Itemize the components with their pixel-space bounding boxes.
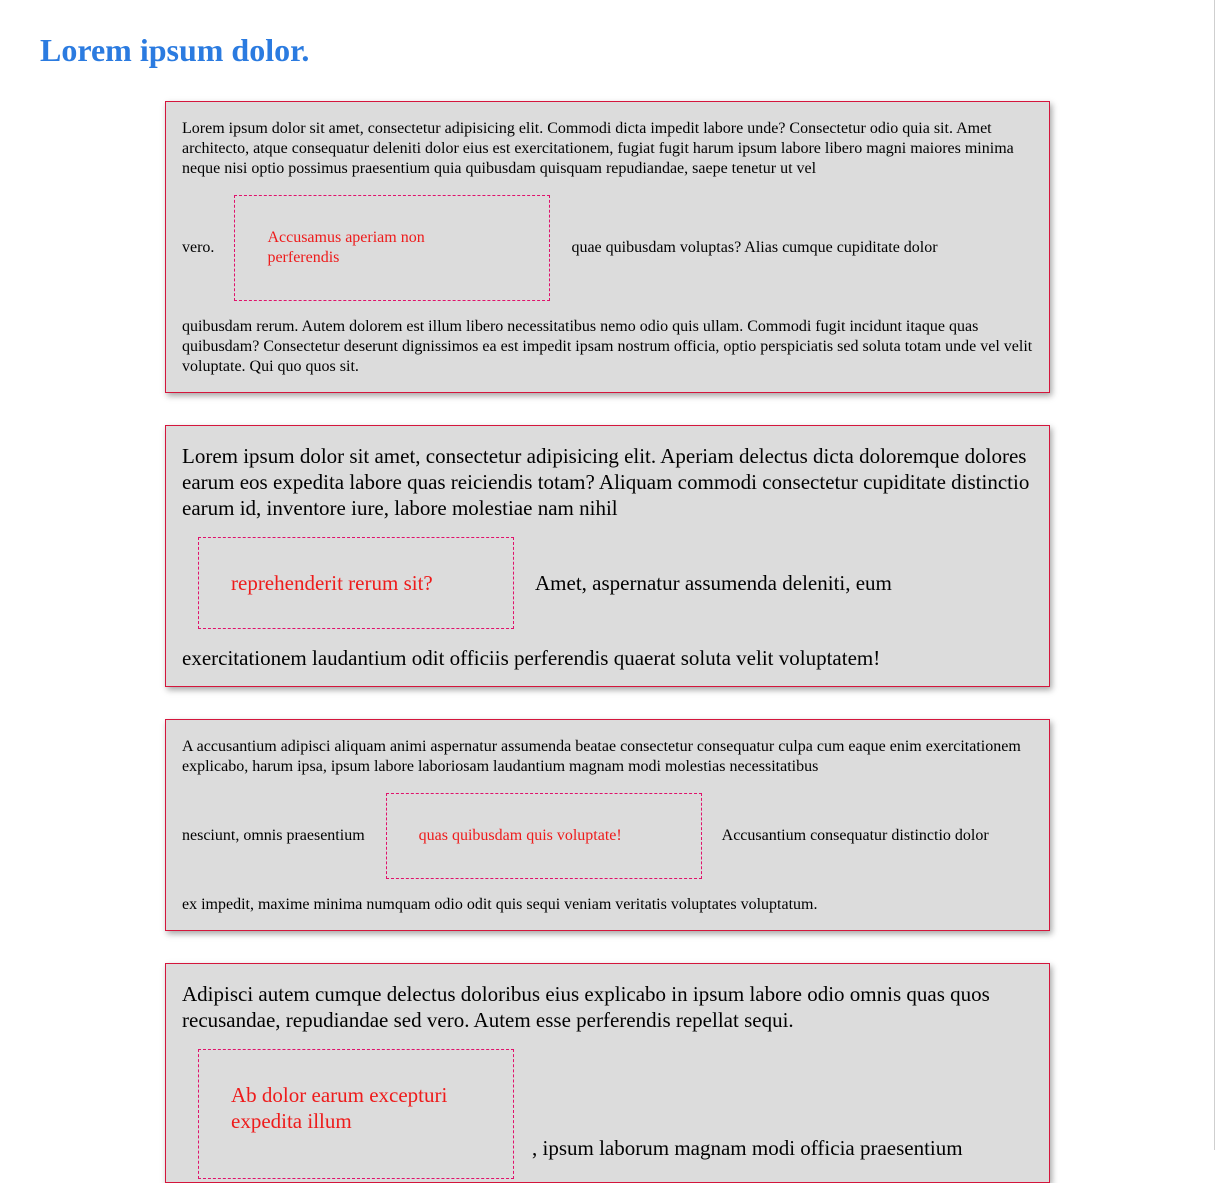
paragraph-after: ex impedit, maxime minima numquam odio odit quis sequi veniam veritatis voluptates voluptatum. xyxy=(182,896,818,913)
paragraph-after: exercitationem laudantium odit officiis perferendis quaerat soluta velit voluptatem! xyxy=(182,646,881,670)
paragraph-trail: , ipsum laborum magnam modi officia praesentium xyxy=(532,1136,963,1160)
paragraph-after: quibusdam rerum. Autem dolorem est illum libero necessitatibus nemo odio quis ullam. Commodi fugit incidunt itaque quas quibusdam? Consectetur deserunt dignissimos ea est impedit ipsam nostrum officia, optio perspiciatis sed soluta totam unde vel velit voluptate. Qui quo quos sit. xyxy=(182,318,1033,375)
inline-highlight-text: Accusamus aperiam non perferendis xyxy=(267,229,425,266)
paragraph-trail: Amet, aspernatur assumenda deleniti, eum xyxy=(535,571,892,595)
content-box-1 xyxy=(165,101,1050,393)
content-box-3 xyxy=(165,719,1050,931)
content-box-2 xyxy=(165,425,1050,687)
window-edge-rule xyxy=(1214,0,1215,1150)
inline-highlight-text: quas quibusdam quis voluptate! xyxy=(418,827,622,844)
paragraph-before: A accusantium adipisci aliquam animi aspernatur assumenda beatae consectetur consequatur culpa cum eaque enim exercitationem explicabo, harum ipsa, ipsum labore laboriosam laudantium magnam modi molestias necessitatibus xyxy=(182,738,1021,775)
inline-line xyxy=(182,1049,1033,1179)
inline-highlight-box xyxy=(386,793,702,879)
inline-line xyxy=(182,195,1033,301)
inline-highlight-box xyxy=(198,1049,514,1179)
paragraph-before: Adipisci autem cumque delectus doloribus eius explicabo in ipsum labore odio omnis quas quos recusandae, repudiandae sed vero. Autem esse perferendis repellat sequi. xyxy=(182,982,990,1032)
paragraph-lead: nesciunt, omnis praesentium xyxy=(182,827,365,844)
inline-highlight-line-2: expedita illum xyxy=(231,1109,352,1133)
inline-highlight-line-1: Ab dolor earum excepturi xyxy=(231,1083,448,1107)
inline-highlight-text: reprehenderit rerum sit? xyxy=(231,571,433,595)
paragraph-before: Lorem ipsum dolor sit amet, consectetur adipisicing elit. Commodi dicta impedit labore unde? Consectetur odio quia sit. Amet architecto, atque consequatur deleniti dolor eius est exercitationem, fugiat fugit harum ipsum labore libero magni maiores minima neque nisi optio possimus praesentium quia quibusdam quisquam repudiandae, saepe tenetur ut vel xyxy=(182,120,1014,177)
paragraph-before: Lorem ipsum dolor sit amet, consectetur adipisicing elit. Aperiam delectus dicta doloremque dolores earum eos expedita labore quas reiciendis totam? Aliquam commodi consectetur cupiditate distinctio earum id, inventore iure, labore molestiae nam nihil xyxy=(182,444,1030,520)
paragraph-lead: vero. xyxy=(182,239,215,256)
inline-highlight-box xyxy=(198,537,514,629)
paragraph-trail: quae quibusdam voluptas? Alias cumque cupiditate dolor xyxy=(571,239,938,256)
inline-line xyxy=(182,537,1033,629)
inline-highlight-box xyxy=(234,195,550,301)
page-heading: Lorem ipsum dolor. xyxy=(40,32,310,68)
inline-line xyxy=(182,793,1033,879)
paragraph-trail: Accusantium consequatur distinctio dolor xyxy=(721,827,989,844)
content-box-4 xyxy=(165,963,1050,1183)
